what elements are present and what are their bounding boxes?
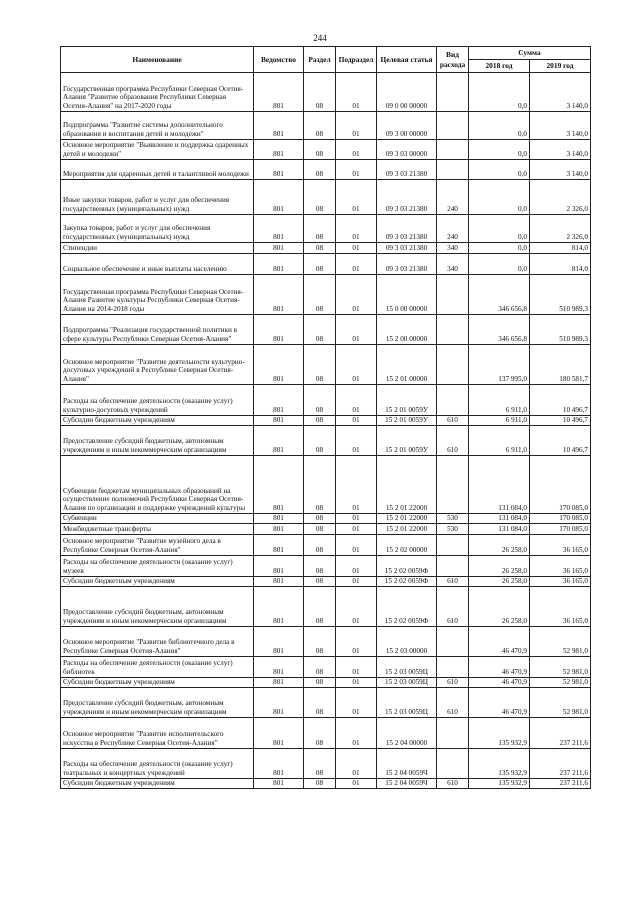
cell-department: 801	[254, 577, 304, 587]
cell-expense-type	[437, 112, 469, 140]
cell-name: Основное мероприятие "Развитие деятельности культурно-досуговых учреждений в Республике Северная Осетия-Алания"	[61, 345, 254, 385]
cell-expense-type: 610	[437, 688, 469, 718]
cell-department: 801	[254, 315, 304, 345]
cell-subsection: 01	[336, 514, 377, 524]
cell-target-item: 15 2 03 0059Ц	[377, 678, 437, 688]
cell-subsection: 01	[336, 587, 377, 627]
cell-section: 08	[304, 416, 336, 426]
cell-sum-2018: 6 911,0	[469, 385, 530, 416]
cell-sum-2019: 52 981,0	[530, 688, 591, 718]
cell-name: Иные закупки товаров, работ и услуг для обеспечения государственных (муниципальных) нужд	[61, 180, 254, 215]
cell-subsection: 01	[336, 112, 377, 140]
cell-target-item: 15 0 00 00000	[377, 275, 437, 315]
cell-sum-2019: 10 496,7	[530, 385, 591, 416]
cell-department: 801	[254, 556, 304, 577]
cell-subsection: 01	[336, 535, 377, 556]
cell-name: Расходы на обеспечение деятельности (оказание услуг) музеев	[61, 556, 254, 577]
cell-department: 801	[254, 657, 304, 678]
cell-target-item: 15 2 03 00000	[377, 627, 437, 657]
table-row	[61, 718, 591, 749]
cell-department: 801	[254, 416, 304, 426]
cell-subsection: 01	[336, 215, 377, 243]
cell-subsection: 01	[336, 73, 377, 112]
cell-sum-2019: 3 140,0	[530, 160, 591, 180]
cell-name: Государственная программа Республики Северная Осетия-Алания "Развитие образования Республики Северная Осетия-Алания" на 2017-2020 годы	[61, 73, 254, 112]
cell-department: 801	[254, 112, 304, 140]
cell-sum-2019: 36 165,0	[530, 587, 591, 627]
table-row	[61, 140, 591, 160]
cell-expense-type: 610	[437, 416, 469, 426]
cell-name: Предоставление субсидий бюджетным, автономным учреждениям и иным некоммерческим организациям	[61, 426, 254, 456]
cell-department: 801	[254, 688, 304, 718]
cell-department: 801	[254, 749, 304, 779]
table-row	[61, 73, 591, 112]
cell-department: 801	[254, 215, 304, 243]
cell-expense-type	[437, 140, 469, 160]
header-target-item: Целевая статья	[377, 47, 437, 73]
budget-table	[60, 46, 591, 789]
cell-expense-type	[437, 160, 469, 180]
cell-sum-2019: 237 211,6	[530, 718, 591, 749]
cell-expense-type	[437, 718, 469, 749]
cell-target-item: 15 2 01 0059У	[377, 416, 437, 426]
cell-section: 08	[304, 779, 336, 789]
table-row	[61, 254, 591, 275]
cell-section: 08	[304, 140, 336, 160]
cell-sum-2019: 814,0	[530, 254, 591, 275]
cell-name: Основное мероприятие "Развитие музейного дела в Республике Северная Осетия-Алания"	[61, 535, 254, 556]
cell-sum-2019: 3 140,0	[530, 112, 591, 140]
cell-department: 801	[254, 140, 304, 160]
cell-section: 08	[304, 718, 336, 749]
cell-target-item: 09 3 03 21380	[377, 243, 437, 254]
cell-section: 08	[304, 160, 336, 180]
cell-section: 08	[304, 657, 336, 678]
cell-subsection: 01	[336, 749, 377, 779]
cell-subsection: 01	[336, 160, 377, 180]
cell-name: Предоставление субсидий бюджетным, автономным учреждениям и иным некоммерческим организациям	[61, 688, 254, 718]
cell-expense-type: 340	[437, 254, 469, 275]
cell-expense-type	[437, 345, 469, 385]
cell-subsection: 01	[336, 678, 377, 688]
cell-target-item: 15 2 00 00000	[377, 315, 437, 345]
cell-name: Расходы на обеспечение деятельности (оказание услуг) библиотек	[61, 657, 254, 678]
cell-sum-2018: 0,0	[469, 180, 530, 215]
cell-subsection: 01	[336, 556, 377, 577]
cell-department: 801	[254, 275, 304, 315]
cell-section: 08	[304, 254, 336, 275]
cell-section: 08	[304, 112, 336, 140]
cell-section: 08	[304, 535, 336, 556]
cell-target-item: 09 3 03 21380	[377, 160, 437, 180]
header-expense-type: Вид расхода	[437, 47, 469, 73]
cell-sum-2019: 10 496,7	[530, 416, 591, 426]
cell-section: 08	[304, 524, 336, 535]
cell-sum-2018: 46 470,9	[469, 688, 530, 718]
cell-expense-type	[437, 749, 469, 779]
cell-expense-type: 530	[437, 514, 469, 524]
cell-name: Субвенции	[61, 514, 254, 524]
table-row	[61, 556, 591, 577]
cell-sum-2018: 6 911,0	[469, 426, 530, 456]
cell-sum-2018: 6 911,0	[469, 416, 530, 426]
cell-target-item: 15 2 03 0059Ц	[377, 688, 437, 718]
cell-sum-2018: 26 258,0	[469, 577, 530, 587]
cell-name: Основное мероприятие "Развитие исполнительского искусства в Республике Северная Осетия-Алания"	[61, 718, 254, 749]
table-row	[61, 315, 591, 345]
cell-target-item: 15 2 01 22000	[377, 514, 437, 524]
cell-name: Расходы на обеспечение деятельности (оказание услуг) культурно-досуговых учреждений	[61, 385, 254, 416]
cell-target-item: 09 3 03 21380	[377, 254, 437, 275]
cell-sum-2018: 131 084,0	[469, 514, 530, 524]
cell-section: 08	[304, 556, 336, 577]
cell-department: 801	[254, 426, 304, 456]
cell-section: 08	[304, 426, 336, 456]
cell-subsection: 01	[336, 416, 377, 426]
cell-expense-type: 240	[437, 180, 469, 215]
page-number: 244	[313, 33, 327, 43]
cell-subsection: 01	[336, 345, 377, 385]
cell-sum-2018: 346 656,8	[469, 275, 530, 315]
cell-department: 801	[254, 254, 304, 275]
cell-expense-type	[437, 315, 469, 345]
cell-sum-2018: 0,0	[469, 73, 530, 112]
cell-target-item: 15 2 02 0059Ф	[377, 556, 437, 577]
cell-section: 08	[304, 514, 336, 524]
cell-sum-2019: 52 981,0	[530, 678, 591, 688]
cell-section: 08	[304, 315, 336, 345]
cell-sum-2018: 26 258,0	[469, 535, 530, 556]
cell-department: 801	[254, 345, 304, 385]
cell-expense-type: 610	[437, 577, 469, 587]
cell-sum-2019: 36 165,0	[530, 556, 591, 577]
cell-sum-2018: 135 932,9	[469, 749, 530, 779]
cell-sum-2018: 0,0	[469, 215, 530, 243]
cell-department: 801	[254, 587, 304, 627]
cell-sum-2019: 52 981,0	[530, 627, 591, 657]
cell-sum-2018: 26 258,0	[469, 556, 530, 577]
cell-target-item: 15 2 02 0059Ф	[377, 587, 437, 627]
cell-sum-2018: 135 932,9	[469, 779, 530, 789]
cell-department: 801	[254, 535, 304, 556]
cell-section: 08	[304, 577, 336, 587]
table-row	[61, 385, 591, 416]
cell-sum-2019: 2 326,0	[530, 180, 591, 215]
cell-expense-type: 240	[437, 215, 469, 243]
cell-subsection: 01	[336, 385, 377, 416]
cell-name: Межбюджетные трансферты	[61, 524, 254, 535]
cell-target-item: 15 2 04 00000	[377, 718, 437, 749]
cell-name: Субсидии бюджетным учреждениям	[61, 779, 254, 789]
cell-target-item: 15 2 01 0059У	[377, 385, 437, 416]
cell-expense-type	[437, 627, 469, 657]
cell-subsection: 01	[336, 627, 377, 657]
cell-subsection: 01	[336, 140, 377, 160]
cell-target-item: 15 2 01 0059У	[377, 426, 437, 456]
cell-expense-type: 610	[437, 587, 469, 627]
cell-subsection: 01	[336, 243, 377, 254]
cell-section: 08	[304, 587, 336, 627]
table-row	[61, 514, 591, 524]
cell-sum-2019: 814,0	[530, 243, 591, 254]
cell-subsection: 01	[336, 524, 377, 535]
table-row	[61, 535, 591, 556]
table-row	[61, 160, 591, 180]
cell-department: 801	[254, 718, 304, 749]
cell-section: 08	[304, 627, 336, 657]
cell-expense-type: 610	[437, 678, 469, 688]
header-name: Наименование	[61, 47, 254, 73]
table-row	[61, 678, 591, 688]
cell-name: Основное мероприятие "Развитие библиотечного дела в Республике Северная Осетия-Алания"	[61, 627, 254, 657]
table-row	[61, 112, 591, 140]
cell-sum-2019: 510 989,3	[530, 275, 591, 315]
cell-expense-type	[437, 556, 469, 577]
cell-name: Субсидии бюджетным учреждениям	[61, 577, 254, 587]
cell-target-item: 09 3 03 21380	[377, 180, 437, 215]
cell-department: 801	[254, 779, 304, 789]
cell-subsection: 01	[336, 718, 377, 749]
table-row	[61, 688, 591, 718]
cell-name: Предоставление субсидий бюджетным, автономным учреждениям и иным некоммерческим организациям	[61, 587, 254, 627]
cell-name: Субсидии бюджетным учреждениям	[61, 678, 254, 688]
cell-sum-2018: 46 470,9	[469, 627, 530, 657]
cell-target-item: 15 2 04 0059Ч	[377, 749, 437, 779]
cell-sum-2018: 0,0	[469, 243, 530, 254]
cell-section: 08	[304, 73, 336, 112]
header-year-2019: 2019 год	[530, 60, 591, 73]
cell-department: 801	[254, 678, 304, 688]
table-row	[61, 180, 591, 215]
cell-subsection: 01	[336, 688, 377, 718]
cell-subsection: 01	[336, 254, 377, 275]
cell-department: 801	[254, 514, 304, 524]
cell-target-item: 09 3 00 00000	[377, 112, 437, 140]
cell-subsection: 01	[336, 456, 377, 514]
cell-section: 08	[304, 275, 336, 315]
cell-expense-type	[437, 535, 469, 556]
cell-target-item: 15 2 03 0059Ц	[377, 657, 437, 678]
cell-department: 801	[254, 456, 304, 514]
cell-section: 08	[304, 345, 336, 385]
table-row	[61, 215, 591, 243]
cell-expense-type	[437, 275, 469, 315]
cell-department: 801	[254, 243, 304, 254]
cell-sum-2019: 170 085,0	[530, 456, 591, 514]
header-row	[61, 47, 591, 60]
cell-target-item: 15 2 02 00000	[377, 535, 437, 556]
cell-sum-2018: 346 656,8	[469, 315, 530, 345]
cell-sum-2019: 52 981,0	[530, 657, 591, 678]
cell-expense-type: 530	[437, 524, 469, 535]
cell-subsection: 01	[336, 275, 377, 315]
cell-section: 08	[304, 749, 336, 779]
cell-subsection: 01	[336, 657, 377, 678]
cell-sum-2019: 3 140,0	[530, 73, 591, 112]
cell-target-item: 09 0 00 00000	[377, 73, 437, 112]
cell-subsection: 01	[336, 315, 377, 345]
table-row	[61, 243, 591, 254]
cell-section: 08	[304, 385, 336, 416]
cell-subsection: 01	[336, 779, 377, 789]
table-row	[61, 416, 591, 426]
cell-name: Закупка товаров, работ и услуг для обеспечения государственных (муниципальных) нужд	[61, 215, 254, 243]
cell-name: Основное мероприятие "Выявление и поддержка одаренных детей и молодежи"	[61, 140, 254, 160]
cell-name: Социальное обеспечение и иные выплаты населению	[61, 254, 254, 275]
cell-department: 801	[254, 385, 304, 416]
cell-expense-type: 610	[437, 426, 469, 456]
cell-sum-2019: 2 326,0	[530, 215, 591, 243]
cell-sum-2018: 131 084,0	[469, 524, 530, 535]
header-subsection: Подраздел	[336, 47, 377, 73]
table-row	[61, 577, 591, 587]
header-section: Раздел	[304, 47, 336, 73]
cell-sum-2019: 36 165,0	[530, 577, 591, 587]
cell-sum-2019: 180 581,7	[530, 345, 591, 385]
cell-name: Стипендии	[61, 243, 254, 254]
cell-department: 801	[254, 524, 304, 535]
cell-section: 08	[304, 215, 336, 243]
cell-expense-type	[437, 385, 469, 416]
cell-section: 08	[304, 688, 336, 718]
cell-sum-2019: 170 085,0	[530, 514, 591, 524]
cell-name: Государственная программа Республики Северная Осетия-Алания Развитие культуры Республики Северная Осетия-Алания на 2014-2018 годы	[61, 275, 254, 315]
cell-sum-2018: 137 995,0	[469, 345, 530, 385]
cell-sum-2018: 26 258,0	[469, 587, 530, 627]
header-year-2018: 2018 год	[469, 60, 530, 73]
cell-department: 801	[254, 180, 304, 215]
cell-sum-2018: 135 932,9	[469, 718, 530, 749]
cell-subsection: 01	[336, 577, 377, 587]
cell-department: 801	[254, 627, 304, 657]
cell-expense-type: 610	[437, 779, 469, 789]
cell-sum-2018: 46 470,9	[469, 657, 530, 678]
cell-target-item: 09 3 03 21380	[377, 215, 437, 243]
cell-subsection: 01	[336, 180, 377, 215]
cell-expense-type	[437, 657, 469, 678]
cell-sum-2019: 3 140,0	[530, 140, 591, 160]
cell-target-item: 15 2 04 0059Ч	[377, 779, 437, 789]
cell-subsection: 01	[336, 426, 377, 456]
cell-sum-2019: 170 085,0	[530, 524, 591, 535]
cell-target-item: 15 2 01 22000	[377, 456, 437, 514]
cell-name: Подпрограмма "Реализация государственной политики в сфере культуры Республики Северная Осетия-Алания"	[61, 315, 254, 345]
cell-name: Подпрограмма "Развитие системы дополнительного образования и воспитания детей и молодежи"	[61, 112, 254, 140]
cell-sum-2019: 10 496,7	[530, 426, 591, 456]
cell-section: 08	[304, 678, 336, 688]
cell-sum-2018: 0,0	[469, 160, 530, 180]
table-row	[61, 627, 591, 657]
cell-expense-type	[437, 456, 469, 514]
cell-expense-type: 340	[437, 243, 469, 254]
cell-sum-2018: 0,0	[469, 112, 530, 140]
table-row	[61, 749, 591, 779]
cell-sum-2019: 510 989,3	[530, 315, 591, 345]
cell-name: Субсидии бюджетным учреждениям	[61, 416, 254, 426]
cell-sum-2018: 0,0	[469, 140, 530, 160]
table-row	[61, 657, 591, 678]
cell-sum-2018: 131 084,0	[469, 456, 530, 514]
header-sum: Сумма	[469, 47, 591, 60]
cell-section: 08	[304, 180, 336, 215]
cell-expense-type	[437, 73, 469, 112]
cell-sum-2018: 46 470,9	[469, 678, 530, 688]
table-row	[61, 345, 591, 385]
table-row	[61, 779, 591, 789]
cell-sum-2018: 0,0	[469, 254, 530, 275]
cell-name: Субвенции бюджетам муниципальных образований на осуществление полномочий Республики Северная Осетия-Алания по организации и поддержке учреждений культуры	[61, 456, 254, 514]
cell-target-item: 15 2 01 00000	[377, 345, 437, 385]
cell-sum-2019: 237 211,6	[530, 779, 591, 789]
header-department: Ведомство	[254, 47, 304, 73]
cell-target-item: 09 3 03 00000	[377, 140, 437, 160]
cell-department: 801	[254, 160, 304, 180]
cell-sum-2019: 36 165,0	[530, 535, 591, 556]
table-row	[61, 426, 591, 456]
cell-sum-2019: 237 211,6	[530, 749, 591, 779]
cell-target-item: 15 2 01 22000	[377, 524, 437, 535]
cell-name: Расходы на обеспечение деятельности (оказание услуг) театральных и концертных учреждений	[61, 749, 254, 779]
cell-section: 08	[304, 456, 336, 514]
table-row	[61, 587, 591, 627]
table-row	[61, 456, 591, 514]
cell-target-item: 15 2 02 0059Ф	[377, 577, 437, 587]
cell-section: 08	[304, 243, 336, 254]
cell-name: Мероприятия для одаренных детей и талантливой молодежи	[61, 160, 254, 180]
cell-department: 801	[254, 73, 304, 112]
table-row	[61, 275, 591, 315]
table-row	[61, 524, 591, 535]
